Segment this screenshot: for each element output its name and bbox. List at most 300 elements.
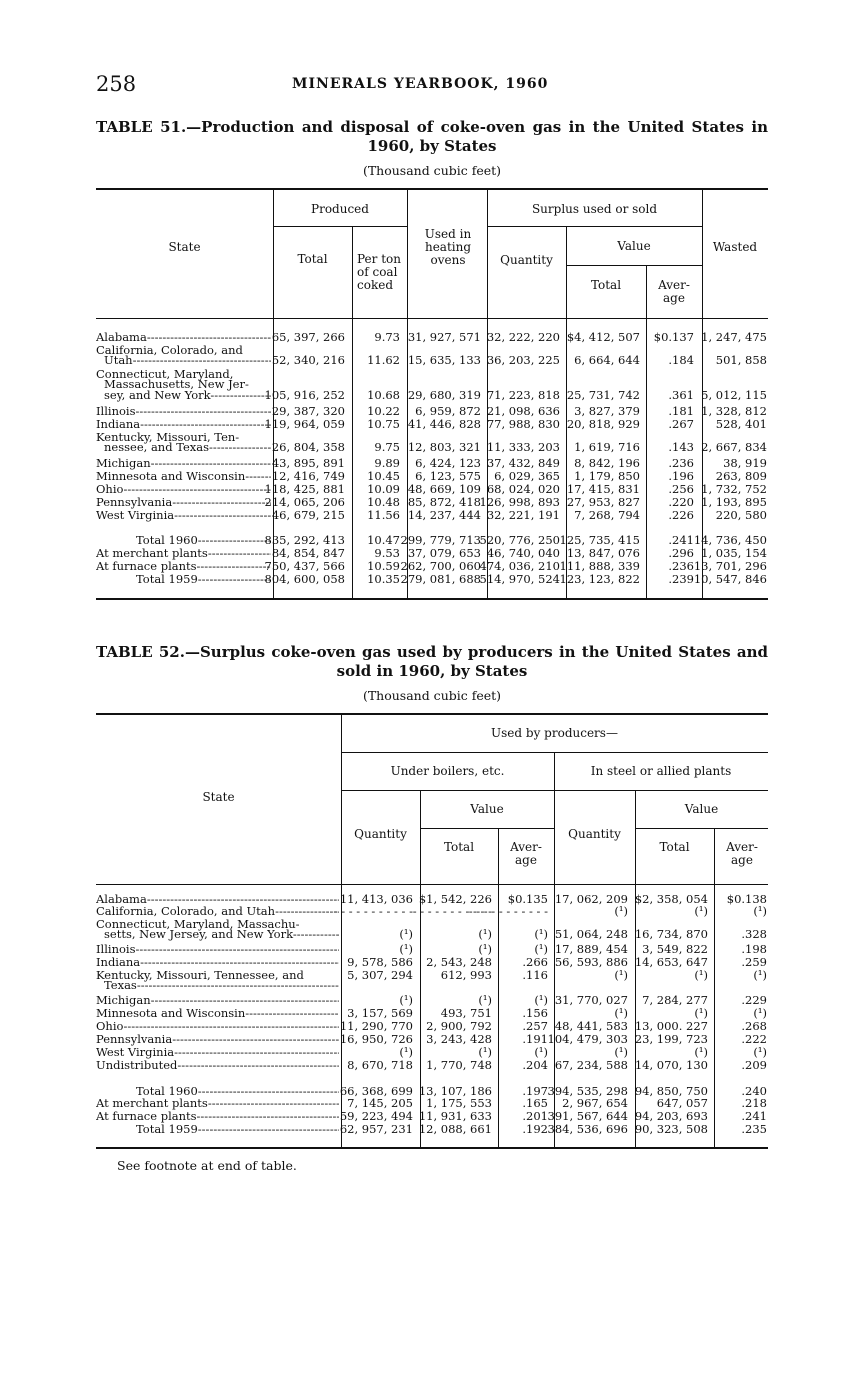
table-cell: 10, 547, 846 [693,572,767,586]
row-label-text: California, Colorado, and [96,344,243,357]
table-cell: 62, 957, 231 [339,1122,413,1136]
row-label-text: Ohio [96,1020,124,1033]
table-cell: .209 [741,1058,767,1072]
table51-header-used-heating: Used in heating ovens [424,227,472,267]
table-cell: 384, 536, 696 [547,1122,628,1136]
row-label [136,573,271,586]
table-cell: .181 [668,404,694,418]
table-cell: 94, 850, 750 [634,1084,708,1098]
leader-dots [147,331,271,344]
table-cell: .236 [668,559,694,573]
table51-title [96,118,768,156]
table-cell: 52, 340, 216 [271,353,345,368]
table-cell: (¹) [534,1045,548,1059]
row-label [96,1033,339,1046]
table-cell: 493, 751 [440,1006,492,1020]
table-cell: 14, 736, 450 [693,533,767,547]
leader-dots [209,441,271,454]
table-cell: 14, 070, 130 [634,1058,708,1072]
table-cell: 94, 203, 693 [634,1109,708,1123]
table-cell: 10.45 [367,469,400,483]
table52-header-total-a: Total [443,840,475,854]
table-cell: 10.22 [367,404,400,418]
table-cell: 7, 145, 205 [347,1096,413,1110]
table-cell: .229 [741,993,767,1007]
table-cell: 10.75 [367,417,400,431]
table-cell: 25, 731, 742 [566,387,640,402]
table-cell: 1, 193, 895 [701,495,767,509]
table-cell: 37, 079, 653 [407,546,481,560]
table-cell: .196 [668,469,694,483]
table52-title-line2: sold in 1960, by States [336,662,528,680]
table-cell: 299, 779, 713 [400,533,481,547]
table-cell: 11, 931, 633 [418,1109,492,1123]
table-cell: (¹) [694,1006,708,1020]
row-label-text: Massachusetts, New Jer- [104,378,249,392]
row-label [104,389,271,402]
row-label-text: Kentucky, Missouri, Tennessee, and [96,969,304,982]
row-label [104,354,271,367]
row-label-text: At merchant plants [96,1097,208,1110]
page-header [96,72,768,102]
table-cell: (¹) [753,968,767,982]
leader-dots [208,1097,339,1110]
row-label-text: Michigan [96,457,151,470]
table-cell: 51, 064, 248 [554,927,628,942]
table-cell: 10.68 [367,387,400,402]
table-cell: .222 [741,1032,767,1046]
table-cell: 31, 927, 571 [407,330,481,344]
table-cell: 9, 578, 586 [347,955,413,969]
table-cell: 16, 950, 726 [339,1032,413,1046]
row-label-text: Undistributed [96,1059,178,1072]
table-cell: 21, 098, 636 [486,404,560,418]
row-label [96,1020,339,1033]
table-cell: 85, 872, 418 [407,495,481,509]
table-cell: 36, 203, 225 [486,353,560,368]
table-cell: 5, 012, 115 [701,387,767,402]
table-cell: 29, 387, 320 [271,404,345,418]
leader-dots [275,905,339,918]
table-cell: 6, 123, 575 [415,469,481,483]
table-cell: 279, 081, 688 [400,572,481,586]
table51-surplus-rule [487,226,702,227]
table-cell: 46, 740, 040 [486,546,560,560]
table-cell: .241 [741,1109,767,1123]
leader-dots [123,483,271,496]
table-cell: .197 [522,1084,548,1098]
table-cell: 17, 062, 209 [554,892,628,906]
table-cell: (¹) [694,968,708,982]
table51-header-per-ton: Per ton of coal coked [357,252,401,292]
table-cell: 118, 425, 881 [264,482,345,496]
table-cell: 262, 700, 060 [400,559,481,573]
table-cell: 105, 916, 252 [264,387,345,402]
table-cell: (¹) [534,993,548,1007]
table-cell: (¹) [753,904,767,918]
table-cell: 12, 803, 321 [407,440,481,455]
table51-header-produced: Produced [311,202,369,216]
row-label-text: Indiana [96,956,141,969]
row-label [96,405,271,418]
table51-units: (Thousand cubic feet) [362,163,502,178]
table52-header-average-b: Aver- age [726,840,758,867]
table-cell: 29, 680, 319 [407,387,481,402]
row-label [96,1097,339,1110]
table-cell: 8, 670, 718 [347,1058,413,1072]
row-label [96,943,339,956]
table-cell: 38, 919 [723,456,767,470]
row-label-text: California, Colorado, and Utah [96,905,276,918]
table-cell: 68, 024, 020 [486,482,560,496]
table52-title [96,643,768,681]
table52-header-quantity-b: Quantity [568,827,621,841]
leader-dots [133,354,271,367]
table-cell: 804, 600, 058 [264,572,345,586]
row-label [96,547,271,560]
row-label-text: West Virginia [96,509,175,522]
table-cell: 12, 416, 749 [271,469,345,483]
table-cell: 26, 804, 358 [271,440,345,455]
table51-header-wasted: Wasted [712,240,758,254]
table-cell: 43, 895, 891 [271,456,345,470]
table-cell: 2, 667, 834 [701,440,767,455]
leader-dots [151,457,271,470]
table-cell: 10.48 [367,495,400,509]
table-cell: 5, 307, 294 [347,968,413,982]
table-cell: 13, 701, 296 [693,559,767,573]
row-label-text: Kentucky, Missouri, Ten- [96,431,240,444]
leader-dots [197,560,271,573]
leader-dots [198,573,271,586]
table52-col-divider [341,715,342,1147]
table-cell: 11.56 [367,508,400,522]
table-cell: 13, 000. 227 [634,1019,708,1033]
table-cell: 11, 333, 203 [486,440,560,455]
row-label-text: setts, New Jersey, and New York [104,928,293,942]
dash-cell: - - - - - - - - - - - [412,904,492,918]
table-cell: (¹) [614,1045,628,1059]
leader-dots [136,405,272,418]
table-cell: (¹) [614,904,628,918]
table-cell: 126, 998, 893 [479,495,560,509]
table-cell: (¹) [478,1045,492,1059]
row-label-text: Ohio [96,483,124,496]
table52-header-total-b: Total [659,840,690,854]
table-cell: 9.73 [374,330,400,344]
row-label [104,441,271,454]
table-cell: $1, 542, 226 [418,892,492,906]
table51-header-surplus: Surplus used or sold [531,202,658,216]
table-cell: $0.135 [507,892,548,906]
table-cell: 17, 415, 831 [566,482,640,496]
leader-dots [177,1059,339,1072]
table-cell: 1, 035, 154 [701,546,767,560]
table-cell: .192 [522,1122,548,1136]
table-cell: .266 [522,955,548,969]
table-cell: 59, 223, 494 [339,1109,413,1123]
leader-dots [140,418,271,431]
table-cell: 15, 635, 133 [407,353,481,368]
table-cell: 2, 543, 248 [426,955,492,969]
row-label-text: Alabama [96,893,147,906]
table51-header-state: State [168,240,201,254]
table-cell: (¹) [534,927,548,942]
leader-dots [136,943,340,956]
table-cell: 474, 036, 210 [479,559,560,573]
table52-header-quantity-a: Quantity [354,827,407,841]
table51-header-quantity: Quantity [500,253,553,267]
table-cell: .198 [741,942,767,956]
table-cell: 9.89 [374,456,400,470]
table-cell: 10.47 [367,533,400,547]
table-cell: .239 [668,572,694,586]
table-cell: 391, 567, 644 [547,1109,628,1123]
table-cell: 111, 888, 339 [559,559,640,573]
row-label [96,1046,339,1059]
table-cell: 647, 057 [656,1096,708,1110]
table-cell: 84, 854, 847 [271,546,345,560]
table52-header-average-a: Aver- age [510,840,542,867]
row-label [96,1007,339,1020]
row-label-text: Pennsylvania [96,496,173,509]
row-label-text: Illinois [96,943,136,956]
table-cell: (¹) [478,993,492,1007]
leader-dots [210,389,271,402]
table-cell: 20, 818, 929 [566,417,640,431]
table-cell: 17, 889, 454 [554,942,628,956]
table-cell: (¹) [753,1006,767,1020]
table-cell: 71, 223, 818 [486,387,560,402]
table-cell: (¹) [399,993,413,1007]
table-cell: 528, 401 [715,417,767,431]
row-label-text: Alabama [96,331,147,344]
table-cell: 65, 397, 266 [271,330,345,344]
row-label-text: Total 1960 [136,534,198,547]
table-cell: .165 [522,1096,548,1110]
table52-header-under-boilers: Under boilers, etc. [390,764,505,778]
table51-col-divider [352,227,353,598]
table-cell: 1, 732, 752 [701,482,767,496]
leader-dots [174,509,271,522]
table-cell: .191 [522,1032,548,1046]
row-label [96,509,271,522]
table-cell: 46, 679, 215 [271,508,345,522]
leader-dots [197,1110,339,1123]
table52-top-rule [96,713,768,715]
table-cell: .257 [522,1019,548,1033]
table-cell: 2, 900, 792 [426,1019,492,1033]
row-label-text: At furnace plants [96,560,197,573]
table-cell: 6, 664, 644 [574,353,640,368]
table-cell: (¹) [694,904,708,918]
table-cell: 7, 284, 277 [642,993,708,1007]
table51-col-divider [646,266,647,598]
table-cell: 11, 413, 036 [339,892,413,906]
table-cell: $4, 412, 507 [566,330,640,344]
table-cell: .267 [668,417,694,431]
table-cell: 10.09 [367,482,400,496]
table51-header-rule [96,318,768,319]
table52-units: (Thousand cubic feet) [362,688,502,703]
table52-bottom-rule [96,1147,768,1149]
table-cell: .226 [668,508,694,522]
table-cell: .296 [668,546,694,560]
table-cell: 67, 234, 588 [554,1058,628,1072]
leader-dots [151,994,339,1007]
leader-dots [137,979,339,992]
table-cell: 31, 770, 027 [554,993,628,1007]
table-cell: 90, 323, 508 [634,1122,708,1136]
row-label-text: Connecticut, Maryland, Massachu- [96,918,300,931]
table-cell: 123, 123, 822 [559,572,640,586]
table52-title-line1: TABLE 52.—Surplus coke-oven gas used by producers in the United States and [96,643,768,661]
table-cell: .268 [741,1019,767,1033]
table52-col-divider [498,829,499,1147]
table-cell: .143 [668,440,694,455]
row-label-text: Total 1959 [136,573,198,586]
table-cell: 1, 247, 475 [701,330,767,344]
table-cell: .259 [741,955,767,969]
table-cell: (¹) [399,942,413,956]
table-cell: .218 [741,1096,767,1110]
table51-bottom-rule [96,598,768,600]
table-cell: $0.137 [653,330,694,344]
row-label [96,331,271,344]
table52-col-divider [714,829,715,1147]
table51-header-value-total: Total [590,278,622,292]
table-cell: 1, 328, 812 [701,404,767,418]
leader-dots [293,928,339,941]
row-label-text: nessee, and Texas [104,441,210,455]
table52-header-value-a: Value [470,802,504,816]
table-cell: 3, 827, 379 [574,404,640,418]
table-cell: 12, 088, 661 [418,1122,492,1136]
row-label-text: Utah [104,354,133,368]
table-cell: 77, 988, 830 [486,417,560,431]
table-cell: .116 [522,968,548,982]
table-cell: 6, 424, 123 [415,456,481,470]
leader-dots [172,1033,339,1046]
table-cell: .184 [668,353,694,368]
table51-title-line1: TABLE 51.—Production and disposal of coke-oven gas in the United States in [96,118,768,136]
row-label [104,979,339,992]
table-cell: 750, 437, 566 [264,559,345,573]
table51-top-rule [96,188,768,190]
row-label [96,905,339,918]
table-cell: .204 [522,1058,548,1072]
table52-value-rule-b [635,828,768,829]
dash-cell: - - - - - - - - - - - [333,904,413,918]
row-label-text: Minnesota and Wisconsin [96,470,246,483]
table-cell: 125, 735, 415 [559,533,640,547]
row-label [96,1059,339,1072]
row-label-text: Indiana [96,418,141,431]
table51-header-produced-total: Total [297,252,328,266]
table-cell: .240 [741,1084,767,1098]
table-cell: 9.75 [374,440,400,455]
table-cell: 7, 268, 794 [574,508,640,522]
table-cell: 1, 179, 850 [574,469,640,483]
table51-header-average: Aver- age [658,278,690,305]
table-cell: 8, 842, 196 [574,456,640,470]
row-label-text: Michigan [96,994,151,1007]
row-label [96,470,271,483]
table-cell: 14, 237, 444 [407,508,481,522]
table-cell: .235 [741,1122,767,1136]
leader-dots [208,547,271,560]
table52-header-rule [96,884,768,885]
table-cell: 23, 199, 723 [634,1032,708,1046]
row-label [96,956,339,969]
table-cell: $2, 358, 054 [634,892,708,906]
row-label [136,534,271,547]
table52-header-state: State [202,790,235,804]
row-label-text: West Virginia [96,1046,175,1059]
leader-dots [123,1020,339,1033]
table-cell: (¹) [614,1006,628,1020]
table-cell: 1, 770, 748 [426,1058,492,1072]
table-cell: 11, 290, 770 [339,1019,413,1033]
table-cell: 612, 993 [440,968,492,982]
table-cell: 501, 858 [715,353,767,368]
row-label-text: Connecticut, Maryland, [96,368,234,381]
table-cell: 1, 619, 716 [574,440,640,455]
row-label [96,994,339,1007]
row-label [136,1123,339,1136]
table51-title-line2: 1960, by States [367,137,497,155]
table-cell: 3, 157, 569 [347,1006,413,1020]
leader-dots [172,496,271,509]
table-cell: 3, 549, 822 [642,942,708,956]
table-cell: (¹) [478,942,492,956]
dash-cell: - - - - - - - - - - - [468,904,548,918]
table-cell: .361 [668,387,694,402]
table-cell: 1, 175, 553 [426,1096,492,1110]
running-title: MINERALS YEARBOOK, 1960 [292,76,549,92]
table-cell: 14, 653, 647 [634,955,708,969]
table-cell: 10.59 [367,559,400,573]
row-label-text: Pennsylvania [96,1033,173,1046]
table-cell: 3, 243, 428 [426,1032,492,1046]
row-label [96,560,271,573]
table-cell: 66, 368, 699 [339,1084,413,1098]
table-cell: .241 [668,533,694,547]
table-cell: 835, 292, 413 [264,533,345,547]
row-label-text: Total 1959 [136,1123,198,1136]
table-cell: 48, 441, 583 [554,1019,628,1033]
table-cell: (¹) [614,968,628,982]
table-cell: 13, 107, 186 [418,1084,492,1098]
table51-header-value: Value [617,239,651,253]
row-label-text: At furnace plants [96,1110,197,1123]
leader-dots [140,956,339,969]
table-cell: 119, 964, 059 [264,417,345,431]
table-cell: 520, 776, 250 [479,533,560,547]
row-label-text: Total 1960 [136,1085,198,1098]
row-label [96,483,271,496]
table-cell: 514, 970, 524 [479,572,560,586]
page-number: 258 [96,72,137,96]
table-cell: .328 [741,927,767,942]
table-cell: (¹) [399,927,413,942]
table-cell: .220 [668,495,694,509]
table52-header-in-steel: In steel or allied plants [590,764,732,778]
table-cell: 220, 580 [715,508,767,522]
table-cell: 394, 535, 298 [547,1084,628,1098]
row-label-text: Illinois [96,405,136,418]
table-cell: 214, 065, 206 [264,495,345,509]
